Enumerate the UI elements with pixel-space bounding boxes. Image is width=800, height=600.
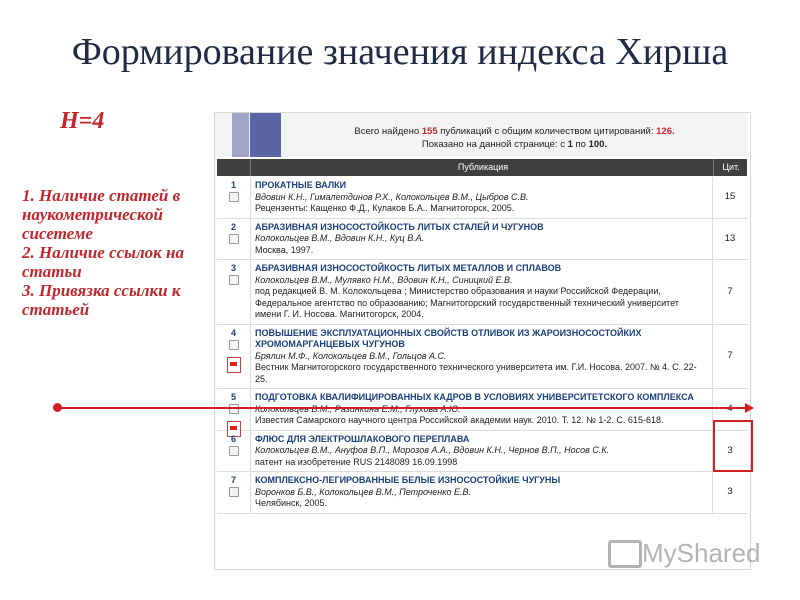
header-index-col xyxy=(217,159,251,176)
publication-title-link[interactable]: АБРАЗИВНАЯ ИЗНОСОСТОЙКОСТЬ ЛИТЫХ МЕТАЛЛОВ И СПЛАВОВ xyxy=(255,263,562,273)
publication-cell xyxy=(255,472,707,513)
table-row xyxy=(217,431,747,473)
pdf-icon[interactable] xyxy=(227,357,241,373)
citation-count-cell xyxy=(712,472,747,513)
summary-accent-bar xyxy=(250,113,281,157)
watermark-logo-icon xyxy=(608,540,642,568)
summary-line-range: Показано на данной странице: с 1 по 100. xyxy=(421,139,608,150)
publication-title-link[interactable]: ПОДГОТОВКА КВАЛИФИЦИРОВАННЫХ КАДРОВ В УСЛОВИЯХ УНИВЕРСИТЕТСКОГО КОМПЛЕКСА xyxy=(255,392,694,402)
h-index-highlight-box xyxy=(713,420,753,472)
publication-details: Известия Самарского научного центра Российской академии наук. 2010. Т. 12. № 1-2. С. 615-618. xyxy=(255,415,664,425)
publication-cell xyxy=(255,219,707,260)
found-count: 155 xyxy=(421,126,438,137)
publication-cell xyxy=(255,389,707,430)
row-index-cell xyxy=(217,472,251,513)
select-checkbox[interactable] xyxy=(229,275,239,285)
summary-accent-bar xyxy=(232,113,249,157)
publication-details: Челябинск, 2005. xyxy=(255,498,327,508)
table-header xyxy=(217,159,747,176)
row-number: 7 xyxy=(230,475,236,485)
criteria-item: 2. Наличие ссылок на статьи xyxy=(22,243,184,281)
row-number: 5 xyxy=(230,392,236,402)
row-number: 3 xyxy=(230,263,236,273)
citation-count-link[interactable]: 7 xyxy=(727,350,733,362)
publication-authors xyxy=(255,404,707,416)
publications-panel xyxy=(214,112,751,570)
watermark: MyShared xyxy=(642,538,761,568)
row-index-cell xyxy=(217,219,251,260)
select-checkbox[interactable] xyxy=(229,192,239,202)
threshold-arrow-icon xyxy=(745,403,754,413)
select-checkbox[interactable] xyxy=(229,446,239,456)
publication-authors: Брялин М.Ф., Колокольцев В.М., Гольцов А.С. xyxy=(255,350,447,361)
row-number: 6 xyxy=(230,433,236,444)
citation-count-cell xyxy=(712,219,747,260)
row-index-cell xyxy=(217,431,251,472)
citation-count-link[interactable]: 7 xyxy=(727,285,733,297)
publication-cell xyxy=(255,177,707,218)
citation-count-cell xyxy=(712,325,747,389)
row-index-cell xyxy=(217,260,251,324)
citation-count-link[interactable]: 3 xyxy=(727,444,733,456)
h-index-threshold-line xyxy=(58,407,748,409)
citation-count-link[interactable]: 15 xyxy=(724,191,736,203)
citation-count-link[interactable]: 13 xyxy=(724,232,736,244)
table-row xyxy=(217,389,747,431)
row-index-cell xyxy=(217,389,251,430)
table-row xyxy=(217,325,747,390)
publication-title-link[interactable]: ФЛЮС ДЛЯ ЭЛЕКТРОШЛАКОВОГО ПЕРЕПЛАВА xyxy=(255,433,470,444)
publication-cell xyxy=(255,325,707,389)
publication-details: Вестник Магнитогорского государственного технического университета им. Г.И. Носова. 2007. № 4. С. 22-25. xyxy=(255,362,697,384)
publication-title-link[interactable]: АБРАЗИВНАЯ ИЗНОСОСТОЙКОСТЬ ЛИТЫХ СТАЛЕЙ И ЧУГУНОВ xyxy=(255,221,544,232)
publication-cell xyxy=(255,431,707,472)
publication-details: патент на изобретение RUS 2148089 16.09.1998 xyxy=(255,456,458,467)
table-row xyxy=(217,472,747,514)
row-number: 4 xyxy=(230,327,236,338)
citation-count-cell xyxy=(712,260,747,324)
select-checkbox[interactable] xyxy=(229,404,239,414)
search-summary xyxy=(215,113,748,157)
publication-details: Москва, 1997. xyxy=(255,244,314,255)
citation-count-link[interactable]: 3 xyxy=(727,486,733,498)
select-checkbox[interactable] xyxy=(229,340,239,350)
publication-authors: Колокольцев В.М., Мулявко Н.М., Вдовин К.Н., Синицкий Е.В. xyxy=(255,274,513,285)
row-index-cell xyxy=(217,177,251,218)
publication-title-link[interactable]: КОМПЛЕКСНО-ЛЕГИРОВАННЫЕ БЕЛЫЕ ИЗНОСОСТОЙКИЕ ЧУГУНЫ xyxy=(255,475,561,485)
row-index-cell xyxy=(217,325,251,389)
publication-details: Рецензенты: Кащенко Ф.Д., Кулаков Б.А.. Магнитогорск, 2005. xyxy=(255,203,515,213)
publication-cell xyxy=(255,260,707,324)
summary-line-total: Всего найдено 155 публикаций с общим количеством цитирований: 126. xyxy=(354,126,675,137)
row-number: 2 xyxy=(230,221,236,232)
header-publication[interactable]: Публикация xyxy=(457,162,509,172)
criteria-list xyxy=(22,186,222,319)
table-row xyxy=(217,177,747,219)
publications-list xyxy=(217,177,747,514)
publication-title-link[interactable]: ПРОКАТНЫЕ ВАЛКИ xyxy=(255,180,347,190)
publication-title-link[interactable]: ПОВЫШЕНИЕ ЭКСПЛУАТАЦИОННЫХ СВОЙСТВ ОТЛИВОК ИЗ ЖАРОИЗНОСОСТОЙКИХ ХРОМОМАРГАНЦЕВЫХ ЧУГУНОВ xyxy=(255,327,642,349)
criteria-item: 1. Наличие статей в наукометрической сисетеме xyxy=(22,186,181,243)
citation-count: 126. xyxy=(656,126,675,137)
publication-authors: Колокольцев В.М., Вдовин К.Н., Куц В.А. xyxy=(255,233,425,243)
threshold-line-start-dot xyxy=(53,403,62,412)
publication-authors: Вдовин К.Н., Гималетдинов Р.Х., Колокольцев В.М., Цыбров С.В. xyxy=(255,191,529,202)
publication-details: под редакцией В. М. Колокольцева ; Министерство образования и науки Российской Федерации, Федеральное агентство по образованию; Магнитогорский государственный технический университет имени Г. И. Носова. Магнитогорск, 2004. xyxy=(255,286,680,319)
h-index-label: H=4 xyxy=(60,108,105,134)
select-checkbox[interactable] xyxy=(229,234,239,244)
row-number: 1 xyxy=(230,180,236,190)
citation-count-cell xyxy=(712,177,747,218)
header-citations[interactable]: Цит. xyxy=(713,159,748,176)
criteria-item: 3. Привязка ссылки к статьей xyxy=(22,281,181,319)
publication-authors: Воронков Б.В., Колокольцев В.М., Петроченко Е.В. xyxy=(255,486,472,497)
publication-authors: Колокольцев В.М., Ануфов В.П., Морозов А.А., Вдовин К.Н., Чернов В.П., Носов С.К. xyxy=(255,445,610,455)
select-checkbox[interactable] xyxy=(229,487,239,497)
table-row xyxy=(217,219,747,261)
slide-title: Формирование значения индекса Хирша xyxy=(71,31,729,73)
table-row xyxy=(217,260,747,325)
